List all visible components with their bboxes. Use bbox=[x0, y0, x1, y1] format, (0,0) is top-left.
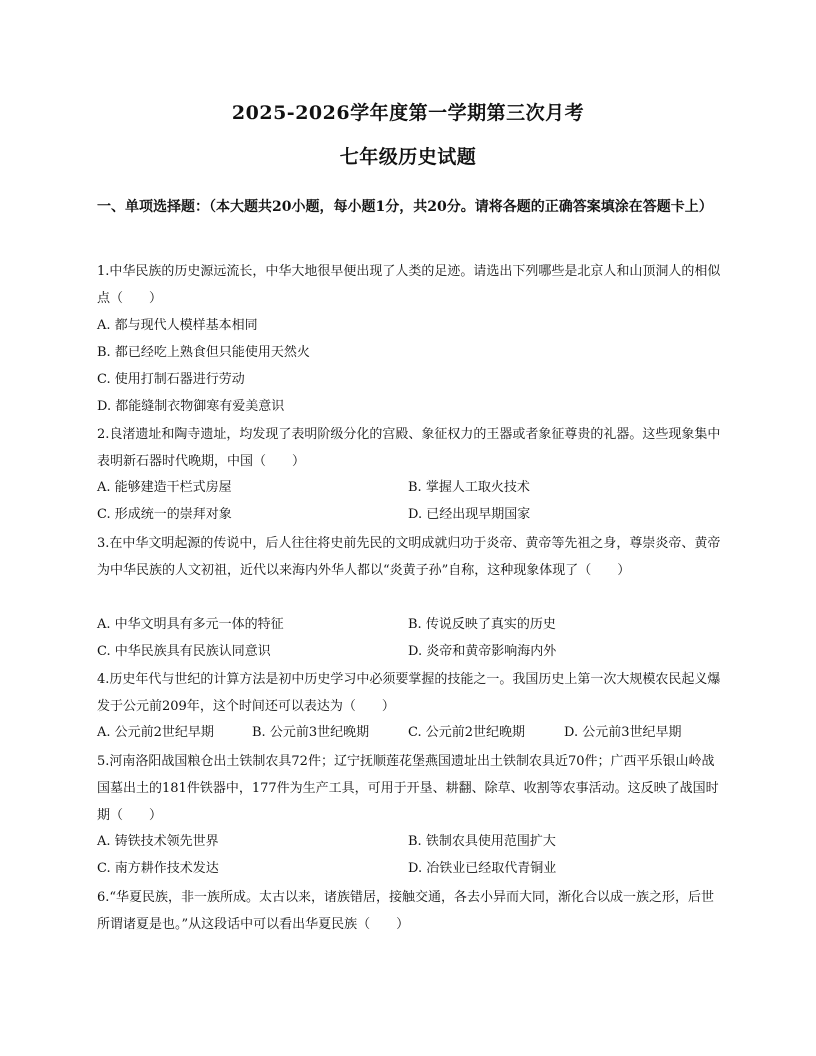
question-3-stem: 3.在中华文明起源的传说中，后人往往将史前先民的文明成就归功于炎帝、黄帝等先祖之身，尊崇炎帝、黄帝为中华民族的人文初祖，近代以来海内外华人都以“炎黄子孙”自称，这种现象体现了（ ） bbox=[97, 536, 721, 578]
question-2-option-a: A. 能够建造干栏式房屋 bbox=[97, 480, 232, 495]
question-5-option-d: D. 冶铁业已经取代青铜业 bbox=[408, 861, 557, 876]
question-4-option-a: A. 公元前2世纪早期 bbox=[97, 725, 214, 740]
question-1-stem: 1.中华民族的历史源远流长，中华大地很早便出现了人类的足迹。请选出下列哪些是北京人和山顶洞人的相似点（ ） bbox=[97, 264, 721, 306]
question-5-option-b: B. 铁制农具使用范围扩大 bbox=[408, 834, 556, 849]
question-5-option-a: A. 铸铁技术领先世界 bbox=[97, 834, 219, 849]
question-3-option-c: C. 中华民族具有民族认同意识 bbox=[97, 644, 271, 659]
question-4-option-d: D. 公元前3世纪早期 bbox=[564, 725, 682, 740]
question-5-option-c: C. 南方耕作技术发达 bbox=[97, 861, 219, 876]
question-1-option-d: D. 都能缝制衣物御寒有爱美意识 bbox=[97, 399, 285, 414]
question-5-stem: 5.河南洛阳战国粮仓出土铁制农具72件；辽宁抚顺莲花堡燕国遗址出土铁制农具近70件；广西平乐银山岭战国墓出土的181件铁器中，177件为生产工具，可用于开垦、耕翻、除草、收割等农事活动。这反映了战国时期（ ） bbox=[97, 754, 719, 823]
question-1-option-b: B. 都已经吃上熟食但只能使用天然火 bbox=[97, 345, 310, 360]
section-heading: 一、单项选择题：（本大题共20小题，每小题1分，共20分。请将各题的正确答案填涂在答题卡上） bbox=[97, 199, 713, 215]
question-3-option-a: A. 中华文明具有多元一体的特征 bbox=[97, 617, 284, 632]
exam-title: 2025-2026学年度第一学期第三次月考 bbox=[231, 102, 585, 124]
question-4-option-c: C. 公元前2世纪晚期 bbox=[408, 725, 526, 740]
question-2-option-c: C. 形成统一的崇拜对象 bbox=[97, 507, 232, 522]
exam-subtitle: 七年级历史试题 bbox=[339, 146, 477, 168]
question-2-option-b: B. 掌握人工取火技术 bbox=[408, 480, 530, 495]
question-4-stem: 4.历史年代与世纪的计算方法是初中历史学习中必须要掌握的技能之一。我国历史上第一次大规模农民起义爆发于公元前209年，这个时间还可以表达为（ ） bbox=[97, 672, 721, 714]
question-2-stem: 2.良渚遗址和陶寺遗址，均发现了表明阶级分化的宫殿、象征权力的王器或者象征尊贵的礼器。这些现象集中表明新石器时代晚期，中国（ ） bbox=[97, 427, 721, 469]
question-3-option-b: B. 传说反映了真实的历史 bbox=[408, 617, 556, 632]
question-4-option-b: B. 公元前3世纪晚期 bbox=[252, 725, 370, 740]
question-6-stem: 6.“华夏民族，非一族所成。太古以来，诸族错居，接触交通，各去小异而大同，渐化合以成一族之形，后世所谓诸夏是也。”从这段话中可以看出华夏民族（ ） bbox=[97, 890, 715, 932]
question-1-option-a: A. 都与现代人模样基本相同 bbox=[97, 318, 258, 333]
question-1-option-c: C. 使用打制石器进行劳动 bbox=[97, 372, 245, 387]
question-3-option-d: D. 炎帝和黄帝影响海内外 bbox=[408, 644, 557, 659]
question-2-option-d: D. 已经出现早期国家 bbox=[408, 507, 531, 522]
